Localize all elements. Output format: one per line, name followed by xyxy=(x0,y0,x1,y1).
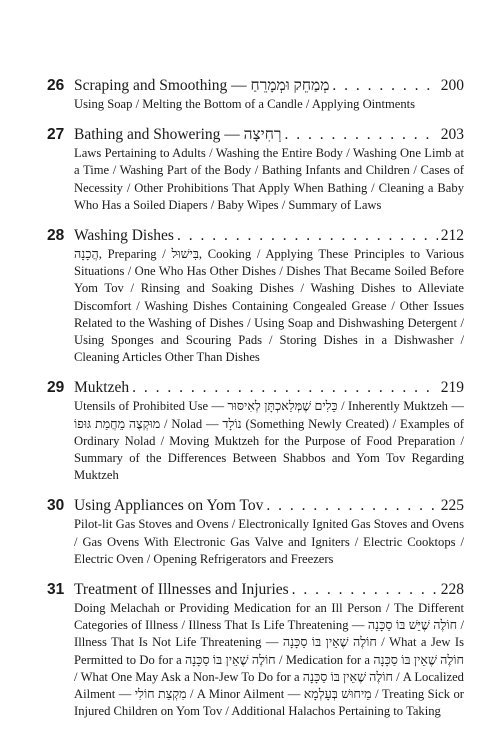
chapter-title: Muktzeh xyxy=(74,379,130,397)
chapter-number: 31 xyxy=(47,581,65,599)
chapter-26 xyxy=(47,76,464,113)
chapter-title: Treatment of Illnesses and Injuries xyxy=(74,581,289,599)
chapter-27 xyxy=(47,125,464,214)
chapter-topics: Laws Pertaining to Adults / Washing the Entire Body / Washing One Limb at a Time / Washing Part of the Body / Bathing Infants and Children / Cases of Necessity / Other Prohibitions That Apply When Bathing / Cleaning a Baby Who Has a Soiled Diapers / Baby Wipes / Summary of Laws xyxy=(74,146,464,212)
dot-leader xyxy=(292,580,438,600)
chapter-30 xyxy=(47,496,464,568)
chapter-title-line xyxy=(74,226,464,246)
dot-leader xyxy=(177,226,438,246)
page-number: 212 xyxy=(440,227,464,245)
chapter-number: 29 xyxy=(47,379,65,397)
chapter-28 xyxy=(47,226,464,366)
dot-leader xyxy=(332,76,437,96)
chapter-title-line xyxy=(74,76,464,96)
page-number: 219 xyxy=(440,379,464,397)
chapter-title-line xyxy=(74,125,464,145)
chapter-topics: Doing Melachah or Providing Medication for an Ill Person / The Different Categories of Illness / Illness That Is Life Threatening — חוֹלֶה שֶׁיֵּשׁ בּוֹ סַכָּנָה / Illness That Is Not Life Threatening — חוֹלֶה שֶׁאֵין בּוֹ סַכָּנָה / What a Jew Is Permitted to Do for a חוֹלֶה שֶׁאֵין בּוֹ סַכָּנָה / Medication for a חוֹלֶה שֶׁאֵין בּוֹ סַכָּנָה / What One May Ask a Non-Jew To Do for a חוֹלֶה שֶׁאֵין בּוֹ סַכָּנָה / A Localized Ailment — מִקְצַת חוֹלִי / A Minor Ailment — מֵיחוּשׁ בְּעָלְמָא / Treating Sick or Injured Children on Yom Tov / Additional Halachos Pertaining to Taking xyxy=(74,601,464,719)
chapter-title-line xyxy=(74,580,464,600)
chapter-title: Using Appliances on Yom Tov xyxy=(74,497,264,515)
page-number: 225 xyxy=(440,497,464,515)
page-number: 200 xyxy=(440,77,464,94)
page-number: 203 xyxy=(440,126,464,144)
chapter-title: Scraping and Smoothing — מְמַחֵק וּמְמָרֵחַ xyxy=(74,77,330,94)
chapter-title: Washing Dishes xyxy=(74,227,174,245)
chapter-topics: Utensils of Prohibited Use — כֵּלִים שֶׁמְּלַאכְתָּן לְאִיסּוּר / Inherently Muktzeh — מוּקְצֶה מֵחֲמַת גּוּפוֹ / Nolad — נוֹלָד (Something Newly Created) / Examples of Ordinary Nolad / Moving Muktzeh for the Purpose of Food Preparation / Summary of the Differences Between Shabbos and Yom Tov Regarding Muktzeh xyxy=(74,399,464,483)
chapter-topics: Pilot-lit Gas Stoves and Ovens / Electronically Ignited Gas Stoves and Ovens / Gas Ovens With Electronic Gas Valve and Igniters / Electric Cooktops / Electric Oven / Opening Refrigerators and Freezers xyxy=(74,517,464,566)
chapter-29 xyxy=(47,378,464,484)
page-number: 228 xyxy=(440,581,464,599)
chapter-number: 27 xyxy=(47,126,65,144)
chapter-title-line xyxy=(74,378,464,398)
chapter-31 xyxy=(47,580,464,720)
dot-leader xyxy=(266,496,437,516)
chapter-topics: Using Soap / Melting the Bottom of a Candle / Applying Ointments xyxy=(74,97,416,111)
chapter-title-line xyxy=(74,496,464,516)
chapter-number: 26 xyxy=(47,77,65,94)
chapter-title: Bathing and Showering — רְחִיצָה xyxy=(74,126,282,144)
chapter-number: 30 xyxy=(47,497,65,515)
dot-leader xyxy=(285,125,438,145)
chapter-topics: הֲכָנָה, Preparing / בִּישׁוּל, Cooking / Applying These Principles to Various Situations / One Who Has Other Dishes / Dishes That Became Soiled Before Yom Tov / Rinsing and Soaking Dishes / Washing Dishes to Alleviate Discomfort / Washing Dishes Containing Congealed Grease / Other Issues Related to the Washing of Dishes / Using Soap and Dishwashing Detergent / Using Sponges and Scouring Pads / Storing Dishes in a Dishwasher / Cleaning Articles Other Than Dishes xyxy=(74,247,464,365)
dot-leader xyxy=(132,378,438,398)
chapter-number: 28 xyxy=(47,227,65,245)
